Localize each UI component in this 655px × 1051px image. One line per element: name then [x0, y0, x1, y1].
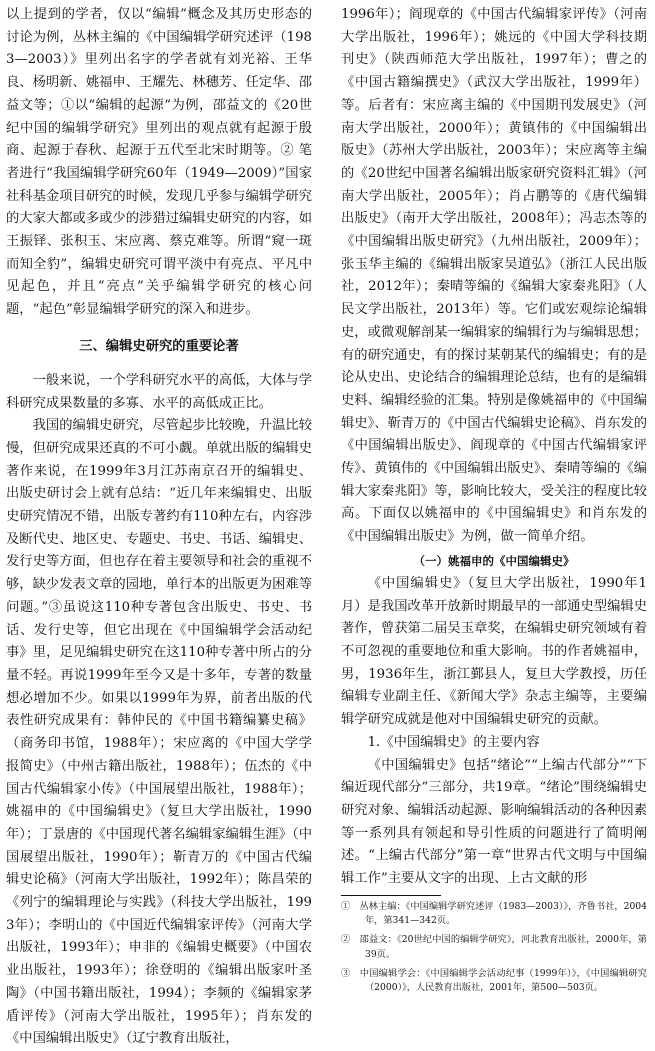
subsection-heading: （一）姚福申的《中国编辑史》 [413, 553, 575, 568]
body-paragraph: 1.《中国编辑史》的主要内容 [367, 734, 540, 750]
footnote-divider [341, 895, 441, 896]
body-paragraph: 我国的编辑史研究，尽管起步比较晚，升温比较慢，但研究成果还真的不可小觑。单就出版的编辑史著作来说，在1999年3月江苏南京召开的编辑史、出版史研讨会上就有总结：“近几年来编辑史、出版史研究情况不错，出版专著约有110种左右，内容涉及断代史、地区史、专题史、书史、书话、编辑史、发行史等方面，但也存在着主要领导和社会的重视不够，缺少发表文章的园地，单行本的出版更为困难等问题。”③虽说这110种专著包含出版史、书史、书话、发行史等，但它出现在《中国编辑学会活动纪事》里，足见编辑史研究在这110种专著中所占的分量不轻。再说1999年至今又是十多年，专著的数量想必增加不少。如果以1999年为界，前者出版的代表性研究成果有：韩仲民的《中国书籍编纂史稿》（商务印书馆，1988年）；宋应离的《中国大学学报简史》（中州古籍出版社，1988年）；伍杰的《中国古代编辑家小传》（中国展望出版社，1988年）；姚福申的《中国编辑史》（复旦大学出版社，1990年）；丁景唐的《中国现代著名编辑家编辑生涯》（中国展望出版社，1990年）；靳青万的《中国古代编辑史论稿》（河南大学出版社，1992年）；陈昌荣的《列宁的编辑理论与实践》（科技大学出版社，1993年）；李明山的《中国近代编辑家评传》（河南大学出版社，1993年）；申非的《编辑史概要》（中国农业出版社，1993年）；徐登明的《编辑出版家叶圣陶》（中国书籍出版社，1994）；李频的《编辑家茅盾评传》（河南大学出版社，1995年）；肖东发的《中国编辑出版史》（辽宁教育出版社， [6, 418, 312, 1047]
section-heading: 三、编辑史研究的重要论著 [79, 338, 239, 354]
body-paragraph: 以上提到的学者，仅以“编辑”概念及其历史形态的讨论为例，丛林主编的《中国编辑学研究述评（1983—2003）》里列出名字的学者就有刘光裕、王华良、杨明新、姚福申、王耀先、林穗芳、任定华、邵益文等；①以“编辑的起源”为例，邵益文的《20世纪中国的编辑学研究》里列出的观点就有起源于殷商、起源于春秋、起源于五代至北宋时期等。② 笔者进行“我国编辑学研究60年（1949—2009）”国家社科基金项目研究的时候，发现几乎参与编辑学研究的大家大都或多或少的涉猎过编辑史研究的内容，如王振铎、张积玉、宋应离、蔡克难等。所谓“窥一斑而知全豹”，编辑史研究可谓平淡中有亮点、平凡中见起色，并且“亮点”关乎编辑学研究的核心问题，“起色”彰显编辑学研究的深入和进步。 [6, 7, 312, 318]
footnote: ① 丛林主编：《中国编辑学研究述评（1983—2003）》，齐鲁书社，2004年，第341—342页。 [341, 900, 647, 927]
body-paragraph: 《中国编辑史》（复旦大学出版社，1990年1月）是我国改革开放新时期最早的一部通史型编辑史著作，曾获第二届吴玉章奖，在编辑史研究领域有着不可忽视的重要地位和重大影响。书的作者姚福申，男，1936年生，浙江鄞县人，复旦大学教授，历任编辑专业副主任、《新闻大学》杂志主编等，主要编辑学研究成就是他对中国编辑史研究的贡献。 [341, 575, 647, 728]
body-paragraph: 一般来说，一个学科研究水平的高低，大体与学科研究成果数量的多寡、水平的高低成正比。 [6, 372, 312, 411]
left-column [6, 4, 312, 1051]
footnote: ③ 中国编辑学会：《中国编辑学会活动纪事（1999年）》，《中国编辑研究（2000）》，人民教育出版社，2001年，第500—503页。 [341, 967, 647, 994]
right-column [341, 4, 647, 996]
body-paragraph: 1996年）；阎现章的《中国古代编辑家评传》（河南大学出版社，1996年）；姚远的《中国大学科技期刊史》（陕西师范大学出版社，1997年）；曹之的《中国古籍编撰史》（武汉大学出版社，1999年）等。后者有：宋应离主编的《中国期刊发展史》（河南大学出版社，2000年）；黄镇伟的《中国编辑出版史》（苏州大学出版社，2003年）；宋应离等主编的《20世纪中国著名编辑出版家研究资料汇辑》（河南大学出版社，2005年）；肖占鹏等的《唐代编辑出版史》（南开大学出版社，2008年）；冯志杰等的《中国编辑出版史研究》（九州出版社，2009年）；张玉华主编的《编辑出版家吴道弘》（浙江人民出版社，2012年）；秦晴等编的《编辑大家秦兆阳》（人民文学出版社，2013年）等。它们或宏观综论编辑史，或微观解剖某一编辑家的编辑行为与编辑思想；有的研究通史，有的探讨某朝某代的编辑史；有的是论从史出、史论结合的编辑理论总结，也有的是编辑史料、编辑经验的汇集。特别是像姚福申的《中国编辑史》、靳青万的《中国古代编辑史论稿》、肖东发的《中国编辑出版史》、阎现章的《中国古代编辑家评传》、黄镇伟的《中国编辑出版史》、秦晴等编的《编辑大家秦兆阳》等，影响比较大，受关注的程度比较高。下面仅以姚福申的《中国编辑史》和肖东发的《中国编辑出版史》为例，做一简单介绍。 [341, 7, 647, 545]
footnotes [341, 900, 647, 996]
body-paragraph: 《中国编辑史》包括“绪论”“上编古代部分”“下编近现代部分”三部分，共19章。“绪论”围绕编辑史研究对象、编辑活动起源、影响编辑活动的各种因素等一系列具有领起和导引性质的问题进行了简明阐述。“上编古代部分”第一章“世界古代文明与中国编辑工作”主要从文字的出现、上古文献的形 [341, 757, 647, 887]
footnote: ② 邵益文：《20世纪中国的编辑学研究》，河北教育出版社，2000年，第39页。 [341, 934, 647, 960]
